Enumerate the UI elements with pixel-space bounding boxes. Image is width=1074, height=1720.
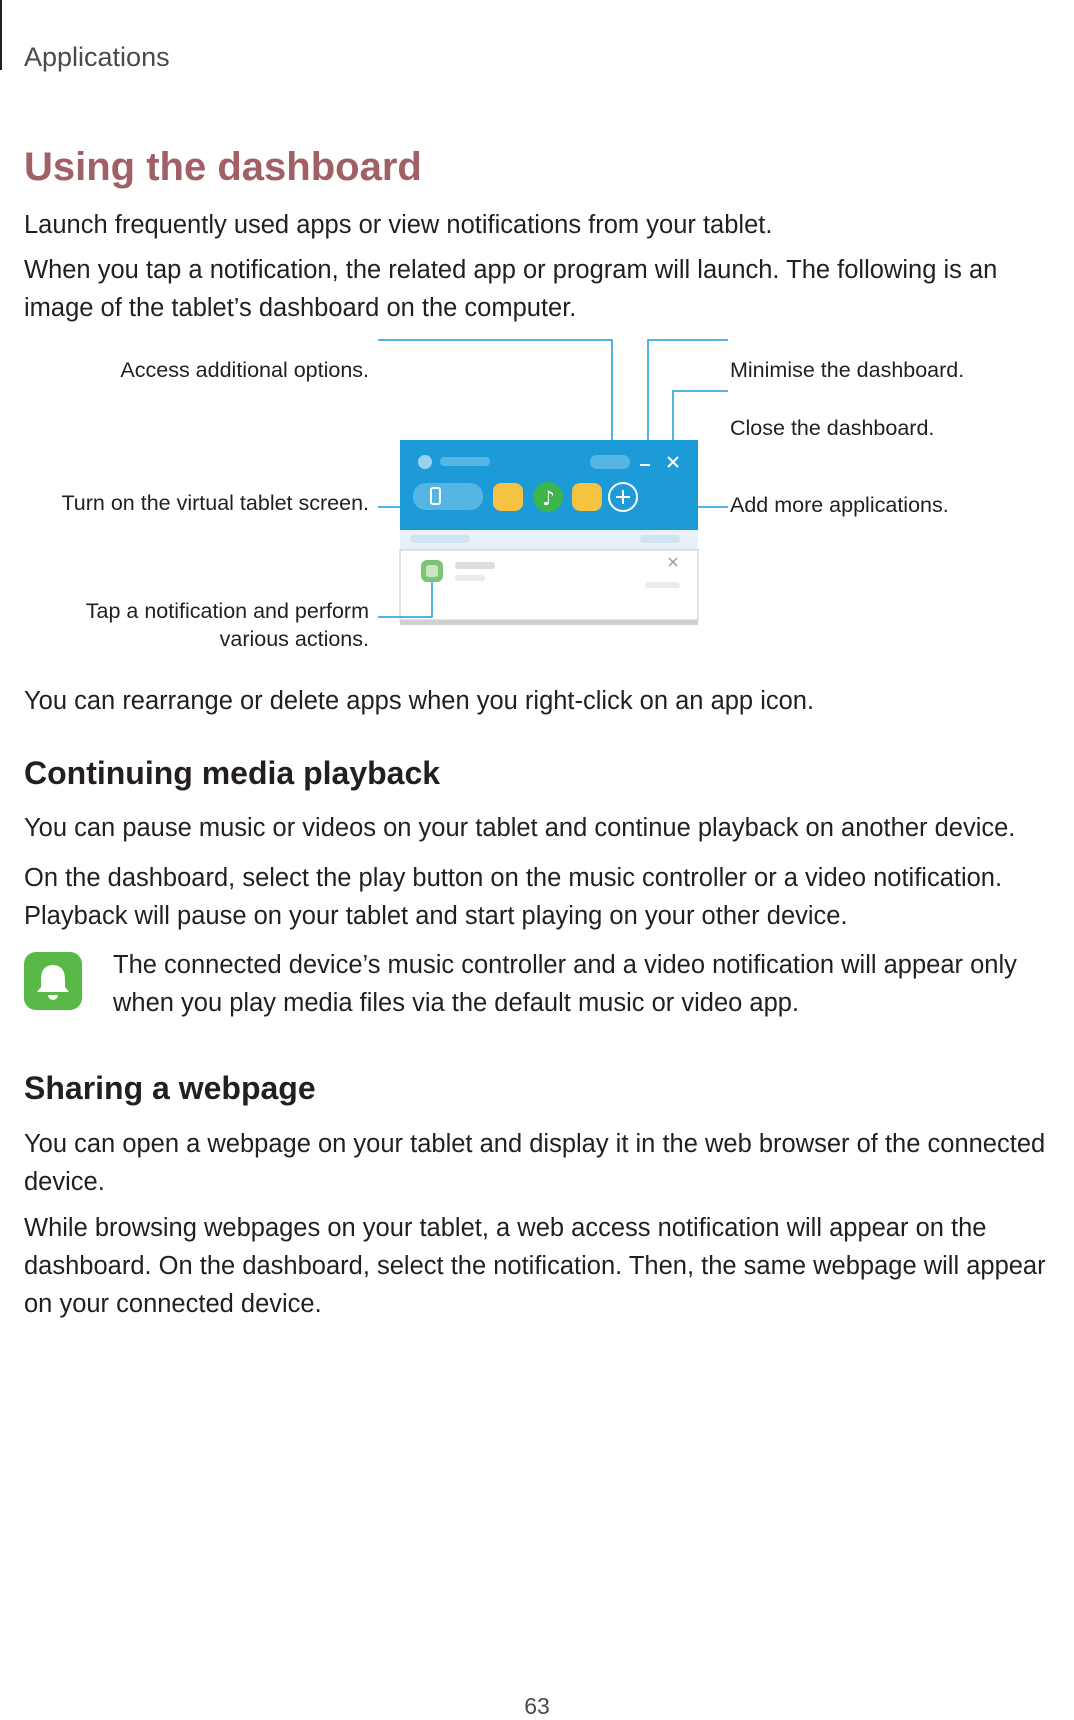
note-text: The connected device’s music controller and a video notification will appear only when you play media files via the default music or video app. bbox=[113, 951, 1017, 1017]
heading-sharing-webpage: Sharing a webpage bbox=[24, 1070, 316, 1106]
callout-virtual-screen: Turn on the virtual tablet screen. bbox=[61, 491, 369, 515]
dashboard-window bbox=[400, 440, 698, 625]
page-title: Using the dashboard bbox=[24, 145, 422, 189]
app-logo-icon bbox=[418, 455, 432, 469]
bell-icon bbox=[24, 952, 82, 1010]
callout-close: Close the dashboard. bbox=[730, 416, 935, 440]
heading-media-playback: Continuing media playback bbox=[24, 755, 441, 791]
callout-minimise: Minimise the dashboard. bbox=[730, 358, 965, 382]
rearrange-paragraph: You can rearrange or delete apps when you right-click on an app icon. bbox=[24, 687, 815, 715]
virtual-screen-button bbox=[413, 483, 483, 510]
callout-tap-notification-line2: various actions. bbox=[219, 627, 369, 651]
svg-text:♪: ♪ bbox=[542, 486, 555, 510]
media-paragraph-2: On the dashboard, select the play button on the music controller or a video notification. Playback will pause on your tablet and start playing on your other device. bbox=[24, 864, 1003, 930]
section-header: Applications bbox=[24, 42, 170, 72]
callout-tap-notification-line1: Tap a notification and perform bbox=[85, 599, 369, 623]
app-memo-icon bbox=[493, 483, 523, 511]
intro-paragraph-2: When you tap a notification, the related app or program will launch. The following is an image of the tablet’s dashboard on the computer. bbox=[24, 256, 998, 322]
page-number: 63 bbox=[524, 1693, 550, 1719]
callout-add-apps: Add more applications. bbox=[730, 493, 949, 517]
note-icon bbox=[24, 952, 82, 1010]
app-gallery-icon bbox=[572, 483, 602, 511]
callout-access-options: Access additional options. bbox=[120, 358, 369, 382]
media-paragraph-1: You can pause music or videos on your tablet and continue playback on another device. bbox=[24, 814, 1016, 842]
webpage-paragraph-2: While browsing webpages on your tablet, a web access notification will appear on the dashboard. On the dashboard, select the notification. Then, the same webpage will appear on your connected device. bbox=[24, 1214, 1046, 1318]
header-rule bbox=[0, 0, 2, 70]
webpage-paragraph-1: You can open a webpage on your tablet and display it in the web browser of the connected device. bbox=[24, 1130, 1046, 1196]
options-button bbox=[590, 455, 630, 469]
intro-paragraph-1: Launch frequently used apps or view notifications from your tablet. bbox=[24, 211, 773, 239]
